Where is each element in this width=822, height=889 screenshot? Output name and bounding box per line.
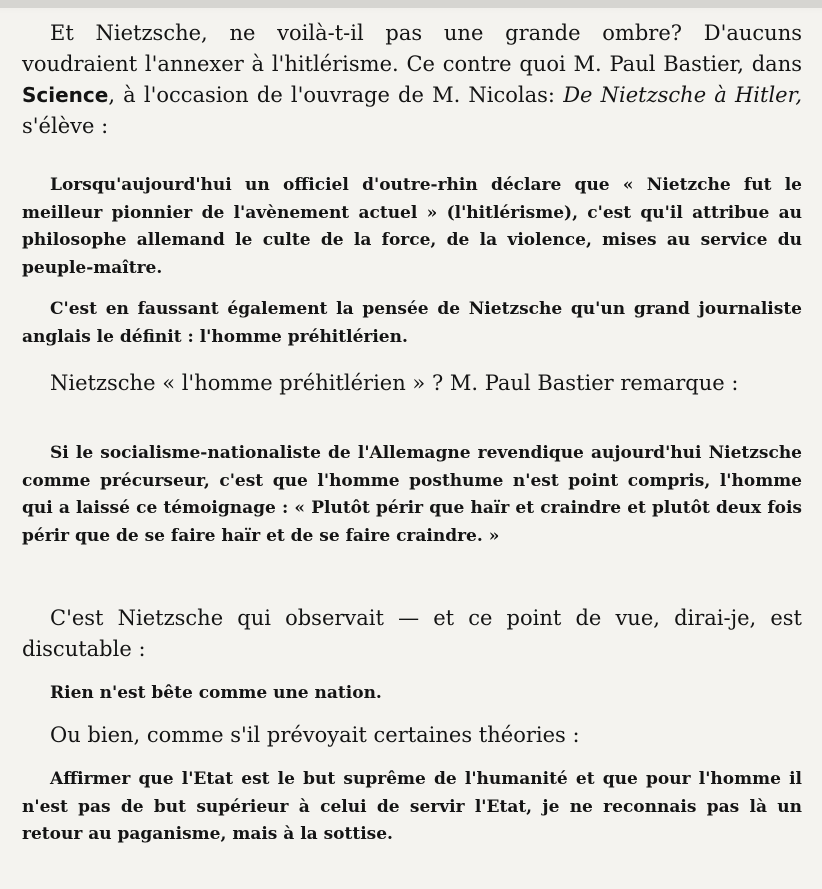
paragraph-theories: Ou bien, comme s'il prévoyait certaines théories : <box>50 723 580 747</box>
intro-paragraph <box>22 18 802 142</box>
intro-text: Et Nietzsche, ne voilà-t-il pas une grande ombre? D'aucuns voudraient l'annexer à l'hitlérisme. Ce contre quoi M. Paul Bastier, dans <box>22 21 802 76</box>
quote-socialisme-nationaliste: Si le socialisme-nationaliste de l'Allemagne revendique aujourd'hui Nietzsche comme précurseur, c'est que l'homme posthume n'est point compris, l'homme qui a laissé ce témoignage : « Plutôt périr que haïr et craindre et plutôt deux fois périr que de se faire haïr et de se faire craindre. » <box>22 443 802 546</box>
paragraph-prehitlerien: Nietzsche « l'homme préhitlérien » ? M. Paul Bastier remarque : <box>50 371 739 395</box>
book-title: De Nietzsche à Hitler, <box>563 83 803 107</box>
quote-journaliste: C'est en faussant également la pensée de Nietzsche qu'un grand journaliste anglais le définit : l'homme préhitlérien. <box>22 299 802 347</box>
quote-officiel: Lorsqu'aujourd'hui un officiel d'outre-rhin déclare que « Nietzche fut le meilleur pionnier de l'avènement actuel » (l'hitlérisme), c'est qu'il attribue au philosophe allemand le culte de la force, de la violence, mises au service du peuple-maître. <box>22 175 802 278</box>
intro-text-continued: , à l'occasion de l'ouvrage de M. Nicolas: <box>108 83 564 107</box>
quote-nation: Rien n'est bête comme une nation. <box>50 683 382 703</box>
page-top-edge <box>0 0 822 8</box>
journal-name-science: Science <box>22 83 109 107</box>
paragraph-observait: C'est Nietzsche qui observait — et ce point de vue, dirai-je, est discutable : <box>22 606 802 661</box>
intro-text-ending: s'élève : <box>22 114 109 138</box>
quote-etat: Affirmer que l'Etat est le but suprême de l'humanité et que pour l'homme il n'est pas de but supérieur à celui de servir l'Etat, je ne reconnais pas là un retour au paganisme, mais à la sottise. <box>22 769 802 844</box>
